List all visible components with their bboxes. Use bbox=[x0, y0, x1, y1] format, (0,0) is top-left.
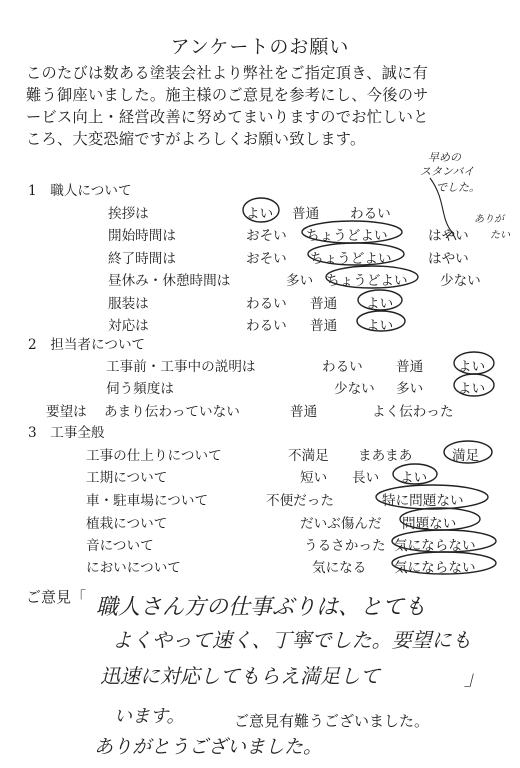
handwritten-comment-line: よくやって速く、丁寧でした。要望にも bbox=[112, 628, 472, 652]
answer-option: よい bbox=[458, 381, 486, 397]
section3-heading: 3 工事全般 bbox=[28, 425, 105, 441]
margin-note-line: でした。 bbox=[436, 181, 480, 194]
answer-circle bbox=[376, 485, 488, 509]
question-label: 音について bbox=[86, 538, 154, 554]
answer-option: 長い bbox=[352, 470, 380, 486]
answer-option: わるい bbox=[246, 318, 287, 334]
answer-option: よい bbox=[366, 318, 394, 334]
answer-option: ちょうどよい bbox=[306, 228, 388, 244]
answer-option: はやい bbox=[428, 251, 469, 267]
answer-option: 多い bbox=[286, 273, 314, 289]
answer-option: 不便だった bbox=[266, 493, 334, 509]
question-label: 植栽について bbox=[86, 516, 168, 532]
question-label: 工事の仕上りについて bbox=[86, 448, 222, 464]
answer-option: よい bbox=[366, 296, 394, 312]
question-label: においについて bbox=[86, 560, 181, 576]
margin-note-arrow bbox=[430, 178, 452, 232]
answer-circle bbox=[243, 198, 279, 222]
answer-option: よい bbox=[246, 206, 274, 222]
intro-line: 難う御座いました。施主様のご意見を参考にし、今後のサ bbox=[26, 86, 429, 104]
answer-option: 普通 bbox=[396, 359, 424, 375]
question-label: 昼休み・休憩時間は bbox=[108, 273, 231, 289]
section1-heading: 1 職人について bbox=[28, 183, 132, 199]
answer-circle bbox=[454, 352, 494, 374]
answer-circle bbox=[326, 266, 418, 288]
answer-option: 気にならない bbox=[394, 560, 476, 576]
answer-option: うるさかった bbox=[304, 538, 386, 554]
answer-option: よい bbox=[458, 359, 486, 375]
question-label: 開始時間は bbox=[108, 228, 176, 244]
answer-circle bbox=[400, 508, 480, 530]
answer-option: よく伝わった bbox=[372, 404, 454, 420]
answer-option: 特に問題ない bbox=[382, 493, 464, 509]
answer-circle bbox=[392, 530, 496, 552]
answer-option: 少ない bbox=[440, 273, 481, 289]
intro-line: ービス向上・経営改善に努めてまいりますのでお忙しいと bbox=[26, 108, 429, 126]
answer-option: 問題ない bbox=[402, 516, 457, 532]
answer-circle bbox=[393, 464, 437, 484]
answer-option: 満足 bbox=[452, 448, 480, 464]
margin-note-line: たい bbox=[490, 230, 510, 241]
intro-line: このたびは数ある塗装会社より弊社をご指定頂き、誠に有 bbox=[26, 64, 429, 82]
handwritten-comment-line: います。 bbox=[114, 706, 185, 727]
thanks-note: ご意見有難うございました。 bbox=[234, 712, 430, 730]
answer-option: 不満足 bbox=[288, 448, 329, 464]
handwritten-comment-line: 職人さん方の仕事ぶりは、とても bbox=[96, 595, 427, 620]
handwritten-thanks: ありがとうございました。 bbox=[94, 736, 323, 758]
answer-option: 普通 bbox=[310, 318, 338, 334]
answer-circle bbox=[302, 221, 402, 243]
answer-option: わるい bbox=[246, 296, 287, 312]
question-label: 服装は bbox=[108, 296, 149, 312]
question-label: 終了時間は bbox=[108, 251, 176, 267]
answer-option: ちょうどよい bbox=[326, 273, 408, 289]
close-bracket: 」 bbox=[464, 666, 484, 690]
answer-option: 気になる bbox=[312, 560, 367, 576]
answer-option: おそい bbox=[246, 251, 287, 267]
answer-circle bbox=[392, 552, 496, 574]
answer-option: まあまあ bbox=[358, 448, 413, 464]
answer-option: 普通 bbox=[292, 206, 320, 222]
page-title: アンケートのお願い bbox=[170, 36, 350, 58]
answer-option: ちょうどよい bbox=[310, 251, 392, 267]
margin-note-line: ありが bbox=[474, 214, 504, 225]
answer-option: よい bbox=[400, 470, 428, 486]
answer-option: はやい bbox=[428, 228, 469, 244]
answer-option: 普通 bbox=[310, 296, 338, 312]
answer-option: だいぶ傷んだ bbox=[300, 516, 382, 532]
section2-heading: 2 担当者について bbox=[28, 337, 146, 353]
answer-circle bbox=[357, 311, 405, 331]
answer-option: わるい bbox=[350, 206, 391, 222]
question-label: 要望は bbox=[46, 404, 87, 420]
margin-note-arrow bbox=[446, 232, 456, 240]
answer-option: 短い bbox=[300, 470, 328, 486]
answer-circle bbox=[308, 243, 404, 265]
handwritten-comment-line: 迅速に対応してもらえ満足して bbox=[100, 664, 380, 688]
answer-circle bbox=[454, 374, 494, 396]
question-label: 挨拶は bbox=[108, 206, 149, 222]
answer-option: わるい bbox=[322, 359, 363, 375]
opinion-label: ご意見「 bbox=[26, 588, 87, 606]
answer-option: 普通 bbox=[290, 404, 318, 420]
answer-circle bbox=[444, 441, 492, 463]
margin-note-line: スタンバイ bbox=[420, 165, 475, 178]
answer-option: あまり伝わっていない bbox=[104, 404, 240, 420]
answer-circle bbox=[358, 290, 402, 310]
question-label: 対応は bbox=[108, 318, 149, 334]
answer-option: 少ない bbox=[334, 381, 375, 397]
question-label: 伺う頻度は bbox=[106, 381, 174, 397]
answer-option: おそい bbox=[246, 228, 287, 244]
question-label: 工事前・工事中の説明は bbox=[106, 359, 256, 375]
answer-option: 気にならない bbox=[394, 538, 476, 554]
intro-line: ころ、大変恐縮ですがよろしくお願い致します。 bbox=[26, 130, 366, 148]
question-label: 車・駐車場について bbox=[86, 493, 209, 509]
margin-note-line: 早めの bbox=[428, 151, 461, 164]
answer-option: 多い bbox=[396, 381, 424, 397]
question-label: 工期について bbox=[86, 470, 168, 486]
